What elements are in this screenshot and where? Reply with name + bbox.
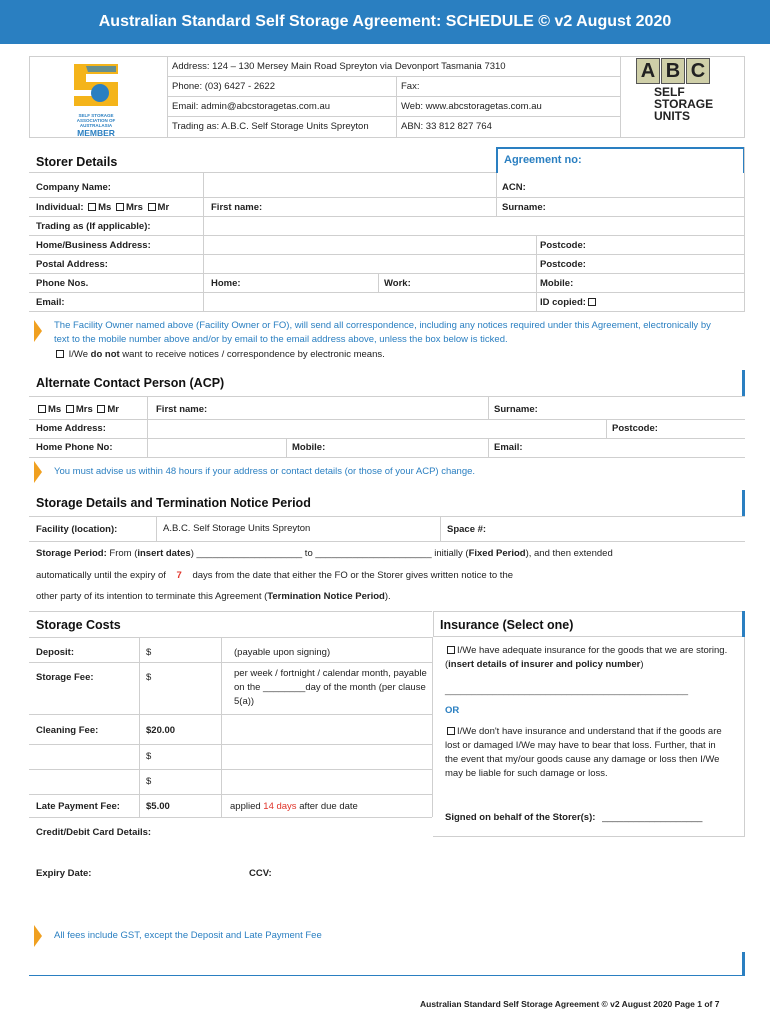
storage-fee-value[interactable]: $ [146, 672, 152, 683]
space-label: Space #: [447, 524, 487, 535]
insurance-section-title: Insurance (Select one) [440, 618, 574, 632]
abc-logo-letter-b: B [661, 58, 685, 84]
agreement-no-box[interactable] [496, 147, 745, 173]
abc-logo-line-1: SELF [654, 85, 685, 99]
abc-logo-line-2: STORAGE [654, 97, 714, 111]
optout-pre: I/We [68, 349, 91, 360]
late-post: after due date [296, 801, 358, 812]
ms-checkbox[interactable] [88, 203, 96, 211]
ssaa-line-2: ASSOCIATION OF [76, 118, 116, 123]
id-copied-label [540, 297, 598, 308]
storage-period-line [36, 548, 613, 559]
home-phone-label: Home: [211, 278, 241, 289]
header-email: Email: admin@abcstoragetas.com.au [168, 97, 396, 117]
acp-mr-checkbox[interactable] [97, 405, 105, 413]
late-days: 14 days [263, 801, 297, 812]
abc-logo-line-3: UNITS [654, 109, 690, 123]
mrs-checkbox[interactable] [116, 203, 124, 211]
acp-surname-label: Surname: [494, 404, 538, 415]
late-fee-value: $5.00 [146, 801, 170, 812]
page-title: Australian Standard Self Storage Agreement: SCHEDULE © v2 August 2020 [0, 0, 770, 44]
abc-logo-letter-a: A [636, 58, 660, 84]
cleaning-fee-value: $20.00 [146, 725, 176, 736]
postcode-label: Postcode: [540, 240, 586, 251]
id-copied-text: ID copied: [540, 297, 586, 308]
ins-opt2-text: I/We don't have insurance and understand that if the goods are lost or damaged I/We may have to bear that loss. Further, that in the event that my/our goods cause any damage or loss then I/We may be liable for such damage or loss. [445, 726, 722, 779]
trading-as-label: Trading as (If applicable): [36, 221, 151, 232]
insurance-or: OR [445, 705, 460, 716]
card-details-label: Credit/Debit Card Details: [36, 827, 152, 838]
optout-post: want to receive notices / correspondence by electronic means. [119, 349, 385, 360]
costs-section-title: Storage Costs [36, 618, 121, 632]
signed-label: Signed on behalf of the Storer(s): [445, 812, 596, 823]
acp-notice-arrow-icon [34, 461, 42, 483]
notice-arrow-icon [34, 320, 42, 342]
period-blanks[interactable]: ) ____________________ to ______________________ initially ( [190, 548, 469, 559]
ins-opt1-bold: insert details of insurer and policy number [448, 659, 641, 670]
ccv-label: CCV: [249, 868, 272, 879]
postcode-label-2: Postcode: [540, 259, 586, 270]
acp-ms-checkbox[interactable] [38, 405, 46, 413]
ins-opt1-pre: I/We have adequate insurance for the goods that we are storing. ( [445, 645, 728, 670]
acp-first-name-label: First name: [156, 404, 208, 415]
deposit-value[interactable]: $ [146, 647, 152, 658]
surname-label: Surname: [502, 202, 546, 213]
postal-address-label: Postal Address: [36, 259, 108, 270]
header-fax: Fax: [397, 77, 620, 97]
individual-title-row [36, 202, 169, 213]
expiry-date-label: Expiry Date: [36, 868, 92, 879]
first-name-label: First name: [211, 202, 263, 213]
blank-fee-value-1[interactable]: $ [146, 751, 152, 762]
ssaa-line-1: SELF STORAGE [78, 113, 114, 118]
ins-opt1-post: ) [640, 659, 644, 670]
insurance-option-2 [445, 725, 730, 781]
signed-line [445, 812, 702, 823]
fixed-period: Fixed Period [468, 548, 526, 559]
header-web: Web: www.abcstoragetas.com.au [397, 97, 620, 117]
acp-title-row [36, 404, 119, 415]
optout-row [54, 349, 385, 360]
mrs-label: Mrs [125, 202, 143, 213]
acp-ms-label: Ms [48, 404, 62, 415]
ssaa-line-3: AUSTRALASIA [79, 123, 113, 128]
mobile-label: Mobile: [540, 278, 574, 289]
gst-note: All fees include GST, except the Deposit and Late Payment Fee [54, 930, 322, 941]
insurance-yes-checkbox[interactable] [447, 646, 455, 654]
acp-mrs-checkbox[interactable] [66, 405, 74, 413]
acn-label: ACN: [502, 182, 526, 193]
notice-days: 7 [176, 570, 182, 581]
facility-label: Facility (location): [36, 524, 118, 535]
insurance-no-checkbox[interactable] [447, 727, 455, 735]
agreement-no-label: Agreement no: [504, 154, 582, 166]
email-label: Email: [36, 297, 65, 308]
id-copied-checkbox[interactable] [588, 298, 596, 306]
period-from: From ( [106, 548, 138, 559]
late-pre: applied [230, 801, 264, 812]
company-name-label: Company Name: [36, 182, 111, 193]
header-trading: Trading as: A.B.C. Self Storage Units Spreyton [172, 121, 369, 132]
electronic-notice-text: The Facility Owner named above (Facility Owner or FO), will send all correspondence, including any notices required under this Agreement, electronically by text to the mobile number above and/or by email to the email address above, unless the box below is ticked. [54, 320, 711, 345]
acp-mr-label: Mr [107, 404, 120, 415]
acp-email-label: Email: [494, 442, 523, 453]
late-fee-note [230, 801, 358, 812]
acp-home-address-label: Home Address: [36, 423, 106, 434]
storage-expiry-line [36, 570, 513, 581]
late-fee-label: Late Payment Fee: [36, 801, 120, 812]
line2-pre: automatically until the expiry of [36, 570, 166, 581]
work-phone-label: Work: [384, 278, 411, 289]
line2-post: days from the date that either the FO or the Storer gives written notice to the [192, 570, 514, 581]
individual-label: Individual: [36, 202, 84, 213]
page-footer: Australian Standard Self Storage Agreement © v2 August 2020 Page 1 of 7 [420, 999, 720, 1009]
abc-self-storage-logo [636, 58, 716, 134]
cleaning-fee-label: Cleaning Fee: [36, 725, 99, 736]
phone-nos-label: Phone Nos. [36, 278, 89, 289]
header-abn: ABN: 33 812 827 764 [401, 121, 492, 132]
optout-checkbox[interactable] [56, 350, 64, 358]
signature-blank[interactable]: ___________________ [602, 812, 703, 823]
facility-value: A.B.C. Self Storage Units Spreyton [163, 523, 311, 534]
storer-section-title: Storer Details [36, 155, 118, 169]
abc-logo-letter-c: C [686, 58, 710, 84]
line3-pre: other party of its intention to terminate this Agreement ( [36, 591, 268, 602]
mr-checkbox[interactable] [148, 203, 156, 211]
ssaa-member-label: MEMBER [77, 128, 115, 138]
ssaa-member-logo [66, 60, 126, 138]
termination-line [36, 591, 391, 602]
ms-label: Ms [98, 202, 112, 213]
acp-postcode-label: Postcode: [612, 423, 658, 434]
line3-post: ). [384, 591, 391, 602]
mr-label: Mr [157, 202, 170, 213]
blank-fee-value-2[interactable]: $ [146, 776, 152, 787]
acp-notice-text: You must advise us within 48 hours if your address or contact details (or those of your ACP) change. [54, 466, 476, 477]
ssaa-logo-icon [66, 60, 126, 110]
storage-fee-note: per week / fortnight / calendar month, payable on the ________day of the month (per clause 5(a)) [234, 668, 427, 707]
header-phone: Phone: (03) 6427 - 2622 [168, 77, 396, 97]
termination-notice-period: Termination Notice Period [267, 591, 385, 602]
insurer-details-blank[interactable]: ______________________________________________ [445, 685, 689, 696]
storage-fee-label: Storage Fee: [36, 672, 94, 683]
period-end: ), and then extended [525, 548, 613, 559]
deposit-label: Deposit: [36, 647, 74, 658]
acp-mobile-label: Mobile: [292, 442, 326, 453]
storage-period-label: Storage Period: [36, 548, 107, 559]
insert-dates: insert dates [137, 548, 191, 559]
optout-bold: do not [90, 349, 120, 360]
acp-section-title: Alternate Contact Person (ACP) [36, 376, 225, 390]
insurance-option-1 [445, 644, 730, 672]
company-name-field[interactable] [204, 174, 495, 196]
deposit-note: (payable upon signing) [234, 647, 331, 658]
acp-mrs-label: Mrs [75, 404, 93, 415]
acp-home-phone-label: Home Phone No: [36, 442, 113, 453]
storage-section-title: Storage Details and Termination Notice Period [36, 496, 311, 510]
gst-arrow-icon [34, 925, 42, 947]
home-address-label: Home/Business Address: [36, 240, 151, 251]
header-address: Address: 124 – 130 Mersey Main Road Spreyton via Devonport Tasmania 7310 [168, 57, 620, 77]
